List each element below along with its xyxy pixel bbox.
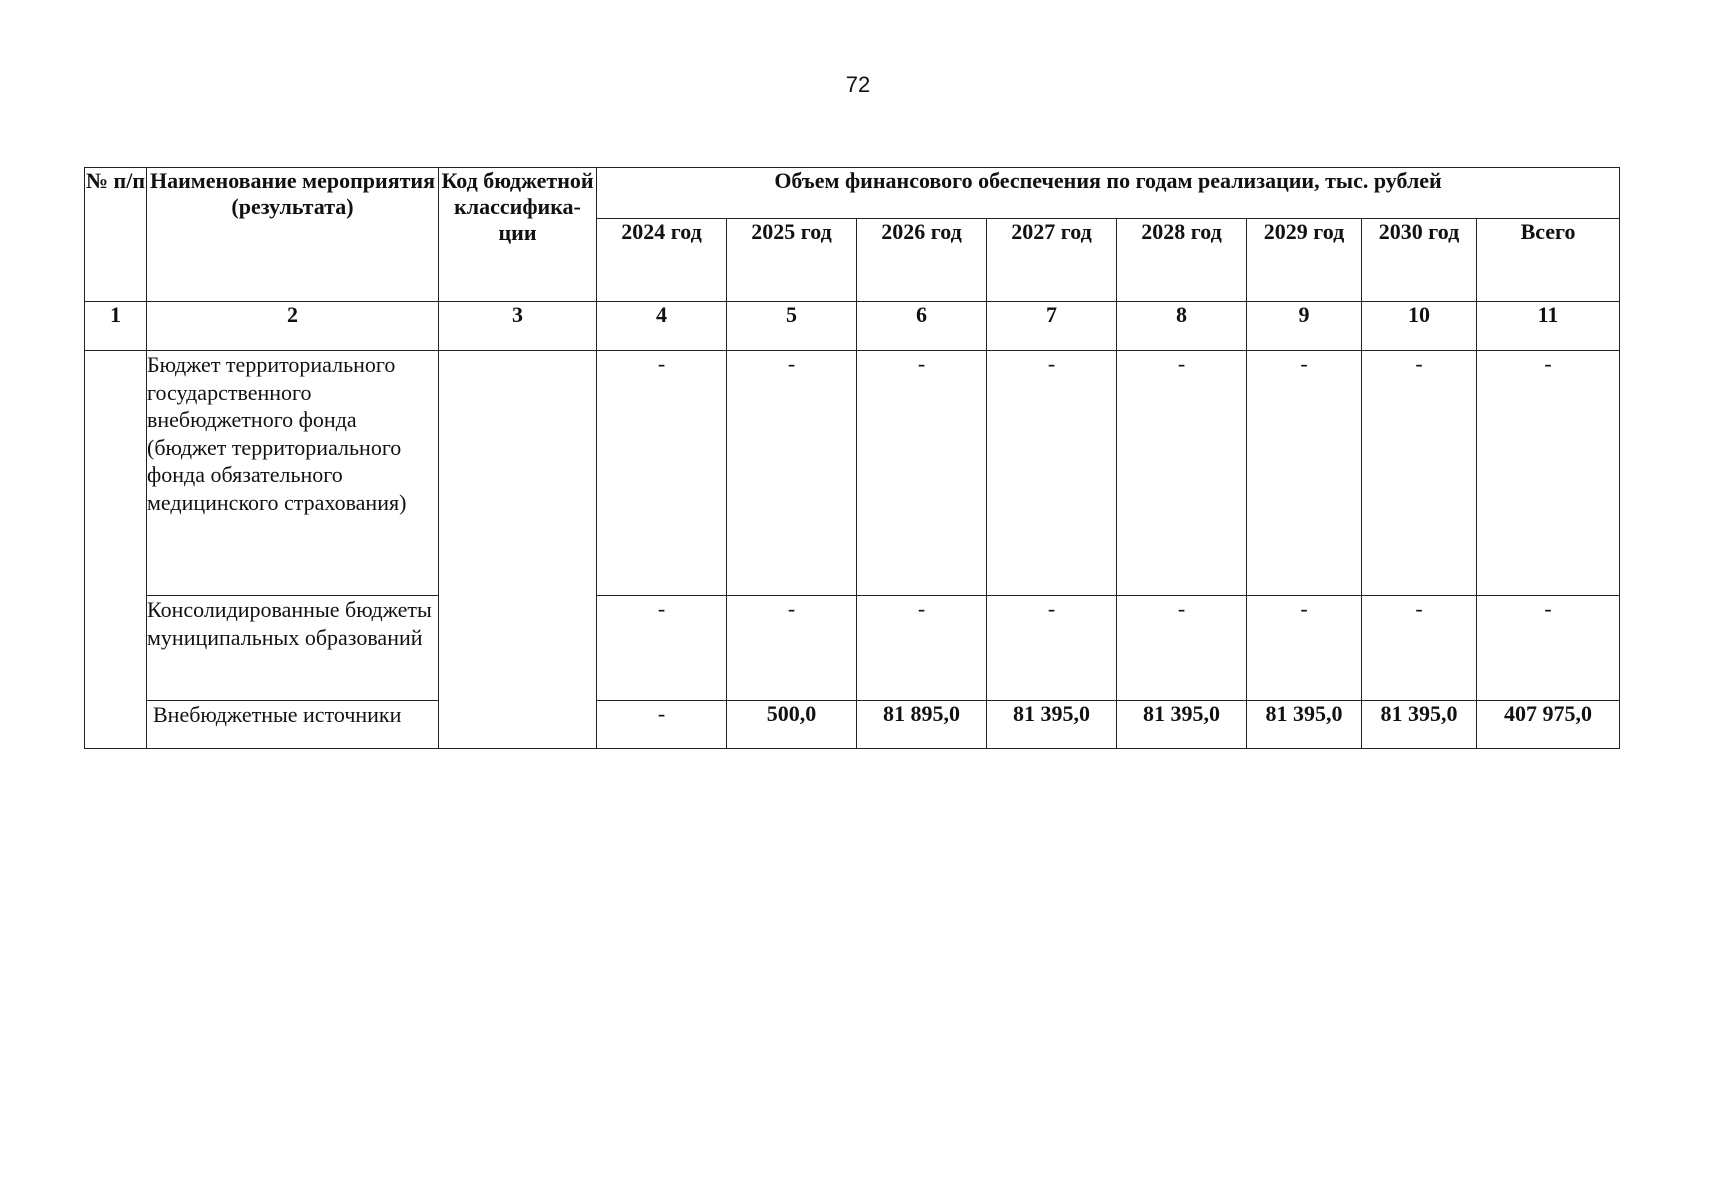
value-cell: -	[597, 701, 727, 749]
value-cell: 81 395,0	[987, 701, 1117, 749]
header-code: Код бюджетной классифика-ции	[439, 168, 597, 302]
column-number: 4	[597, 302, 727, 351]
column-number: 6	[857, 302, 987, 351]
column-number: 8	[1117, 302, 1247, 351]
row-name: Консолидированные бюджеты муниципальных образований	[147, 596, 439, 701]
value-cell: -	[1247, 351, 1362, 596]
column-number: 7	[987, 302, 1117, 351]
value-cell: -	[857, 596, 987, 701]
table-row	[85, 701, 1620, 749]
column-number: 9	[1247, 302, 1362, 351]
table-row	[85, 351, 1620, 596]
value-cell: -	[597, 596, 727, 701]
value-cell: -	[727, 596, 857, 701]
total-cell: 407 975,0	[1477, 701, 1620, 749]
total-cell: -	[1477, 596, 1620, 701]
header-year: 2030 год	[1362, 219, 1477, 302]
table-row	[85, 596, 1620, 701]
column-number: 11	[1477, 302, 1620, 351]
header-year: 2027 год	[987, 219, 1117, 302]
value-cell: -	[727, 351, 857, 596]
value-cell: -	[857, 351, 987, 596]
value-cell: 500,0	[727, 701, 857, 749]
row-name: Внебюджетные источники	[147, 701, 439, 749]
row-number-cell	[85, 351, 147, 749]
page-number: 72	[845, 72, 871, 97]
value-cell: 81 395,0	[1247, 701, 1362, 749]
header-year: 2029 год	[1247, 219, 1362, 302]
row-name: Бюджет территориального государственного внебюджетного фонда (бюджет территориального фонда обязательного медицинского страхования)	[147, 351, 439, 596]
header-total: Всего	[1477, 219, 1620, 302]
value-cell: -	[1247, 596, 1362, 701]
header-year: 2026 год	[857, 219, 987, 302]
value-cell: -	[987, 596, 1117, 701]
column-number: 2	[147, 302, 439, 351]
header-name: Наименование мероприятия (результата)	[147, 168, 439, 302]
value-cell: 81 395,0	[1362, 701, 1477, 749]
value-cell: 81 895,0	[857, 701, 987, 749]
column-numbers-row	[85, 302, 1620, 351]
header-year: 2028 год	[1117, 219, 1247, 302]
header-row-top	[85, 168, 1620, 219]
header-num: № п/п	[85, 168, 147, 302]
value-cell: -	[987, 351, 1117, 596]
value-cell: -	[597, 351, 727, 596]
value-cell: -	[1362, 596, 1477, 701]
header-year: 2024 год	[597, 219, 727, 302]
header-funding: Объем финансового обеспечения по годам реализации, тыс. рублей	[597, 168, 1620, 219]
header-year: 2025 год	[727, 219, 857, 302]
funding-table	[84, 167, 1620, 749]
column-number: 1	[85, 302, 147, 351]
column-number: 5	[727, 302, 857, 351]
value-cell: -	[1117, 596, 1247, 701]
value-cell: -	[1362, 351, 1477, 596]
column-number: 3	[439, 302, 597, 351]
column-number: 10	[1362, 302, 1477, 351]
total-cell: -	[1477, 351, 1620, 596]
value-cell: 81 395,0	[1117, 701, 1247, 749]
value-cell: -	[1117, 351, 1247, 596]
budget-code-cell	[439, 351, 597, 749]
